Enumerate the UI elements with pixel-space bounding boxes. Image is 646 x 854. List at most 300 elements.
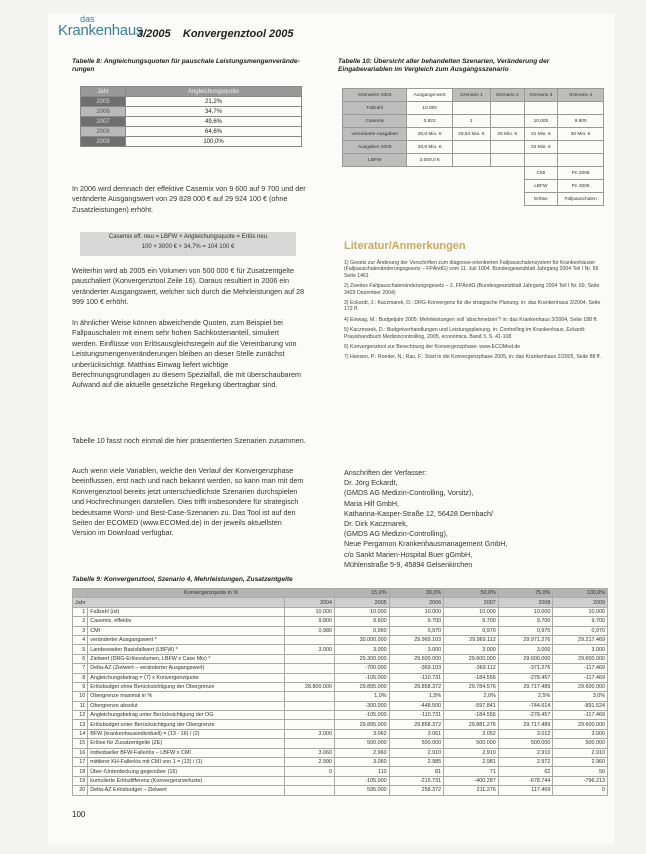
value-cell: -744.614 [498, 701, 553, 710]
table9-caption: Tabelle 9: Konvergenztool, Szenario 4, Mehrleistungen, Zusatzentgelte [72, 576, 293, 583]
value-cell: 2.910 [444, 748, 499, 757]
row-number: 13 [73, 720, 88, 729]
value-cell: 9.700 [498, 617, 553, 626]
table10-cell [452, 141, 490, 154]
table10-cell: 0,922 [407, 115, 452, 128]
author-line: Dr. Dirk Kaczmarek, [344, 519, 408, 529]
row-number: 15 [73, 739, 88, 748]
value-cell: 3.012 [498, 729, 553, 738]
table-row [73, 645, 608, 654]
row-number: 19 [73, 776, 88, 785]
table10-header: Szenario 1 [452, 89, 490, 102]
value-cell: 2.910 [553, 748, 608, 757]
table-row [343, 154, 604, 167]
table-row [73, 748, 608, 757]
row-label: Zielwert (DRG-Erlösvolumen, LBFW x Case Mix) * [88, 654, 285, 663]
value-cell: 9.700 [444, 617, 499, 626]
reference-item: 4) Einwag, M.: Budgetjahr 2005: Mehrleistungen voll 'abschmelzen'? in: das Krankenhaus 3/2004, Seite 188 ff. [344, 316, 598, 323]
value-cell: 0,970 [389, 626, 444, 635]
value-cell: -597.841 [444, 701, 499, 710]
paragraph-1: In 2006 wird demnach der effektive Casemix von 9 600 auf 9 700 und der veränderte Ausgangswert von 29 828 000 € auf 29 924 100 € (ohne Zusatzleistungen) erhöht. [72, 184, 306, 214]
value-cell: -184.556 [444, 711, 499, 720]
row-number: 12 [73, 711, 88, 720]
table8-cell: 2006 [81, 107, 126, 117]
table9-group-value: 50,0% [444, 589, 499, 598]
value-cell: -105.000 [335, 673, 390, 682]
value-cell [284, 673, 334, 682]
row-number: 8 [73, 673, 88, 682]
row-number: 14 [73, 729, 88, 738]
table-row [73, 767, 608, 776]
table-row [81, 137, 302, 147]
table-row [73, 758, 608, 767]
literature-heading: Literatur/Anmerkungen [344, 240, 466, 252]
value-cell: 10.000 [335, 607, 390, 616]
value-cell: 2.960 [335, 748, 390, 757]
row-number: 1 [73, 607, 88, 616]
value-cell [284, 692, 334, 701]
table-row [73, 617, 608, 626]
table8-header-year: Jahr [81, 87, 126, 97]
row-label: Erlösbudget ohne Berücksichtigung der Obergrenze [88, 682, 285, 691]
value-cell: 30.000.000 [335, 635, 390, 644]
reference-list [344, 260, 604, 361]
table-row [343, 141, 604, 154]
table10-cell [524, 102, 558, 115]
table-row [73, 654, 608, 663]
table10-legend-cell: Erlöse [524, 193, 558, 206]
table10-legend-cell: Pn 2006 [558, 180, 604, 193]
row-label: mittlerer KH-Fallerlös mit CMI von 1 = (13) / (1) [88, 758, 285, 767]
value-cell: 500.000 [444, 739, 499, 748]
table9-group-header: Konvergenzquote in % [88, 589, 335, 598]
table9-year-row [73, 598, 608, 607]
author-line: Maria Hilf GmbH, [344, 498, 400, 508]
value-cell: 3.000 [389, 645, 444, 654]
value-cell: 2,0% [444, 692, 499, 701]
value-cell: 3.000 [444, 645, 499, 654]
value-cell: -117.469 [553, 711, 608, 720]
logo-small-text: das [80, 14, 95, 24]
table-row [73, 692, 608, 701]
value-cell: 500.000 [498, 739, 553, 748]
table-row [343, 102, 604, 115]
author-line: Dr. Jörg Eckardt, [344, 478, 398, 488]
value-cell [284, 776, 334, 785]
value-cell: 500.000 [335, 739, 390, 748]
value-cell: -105.000 [335, 711, 390, 720]
row-label: Obergrenze absolut [88, 701, 285, 710]
author-heading: Anschriften der Verfasser: [344, 468, 427, 477]
table-row [73, 711, 608, 720]
table-row [73, 673, 608, 682]
paragraph-4: Tabelle 10 fasst noch einmal die hier präsentierten Szenarien zusammen. [72, 436, 306, 445]
row-number: 9 [73, 682, 88, 691]
value-cell: 2.972 [498, 758, 553, 767]
table-row [73, 626, 608, 635]
table10-cell [452, 154, 490, 167]
table10-legend-cell: CMI [524, 167, 558, 180]
row-number: 17 [73, 758, 88, 767]
value-cell: -369.103 [389, 664, 444, 673]
value-cell: 3.000 [498, 645, 553, 654]
table9-group-value: 15,0% [335, 589, 390, 598]
row-label: Angleichungsbetrag = (7) x Konvergenzquote [88, 673, 285, 682]
table8-cell: 2008 [81, 127, 126, 137]
value-cell: 3.000 [553, 729, 608, 738]
row-number: 18 [73, 767, 88, 776]
table10-spacer [343, 193, 525, 206]
value-cell [284, 654, 334, 663]
table10-header: Szenario 3 [524, 89, 558, 102]
table10-header-row [343, 89, 604, 102]
value-cell: 3.000 [553, 645, 608, 654]
reference-item: 5) Kaczmarek, D.: Budgetverhandlungen und Leistungsplanung. in: Controlling im Krankenhaus, Eckardt: Praxishandbuch Medizincontrolling, 2005, economica, Band 3, S. 41-108 [344, 327, 586, 340]
value-cell: 500.000 [389, 739, 444, 748]
author-line: (GMDS AG Medizin-Controlling, Vorsitz), [344, 488, 474, 498]
value-cell: -215.731 [389, 776, 444, 785]
value-cell: 29.895.000 [335, 682, 390, 691]
value-cell: 29.600.000 [444, 654, 499, 663]
value-cell: 29.600.000 [553, 682, 608, 691]
table9-year: 2009 [553, 598, 608, 607]
value-cell: 0,970 [498, 626, 553, 635]
row-number: 7 [73, 664, 88, 673]
row-label: CMI [88, 626, 285, 635]
value-cell: 10.000 [284, 607, 334, 616]
reference-item: 6) Konvergenztool zur Berechnung der Konvergenzphase: www.ECOMed.de [344, 344, 521, 351]
value-cell: 29.600.000 [553, 720, 608, 729]
row-label: individueller BFW-Fallerlös – LBFW x CMI [88, 748, 285, 757]
value-cell: 2.960 [553, 758, 608, 767]
table-row [81, 117, 302, 127]
table10-header: Szenarien 2004 [343, 89, 407, 102]
value-cell: 0 [553, 786, 608, 795]
table10-header: Szenario 4 [558, 89, 604, 102]
formula-line-1: Casemix eff. neu = LBFW × Angleichungsquote = Erlös neu [108, 234, 268, 240]
author-line: Mühlenstraße 5-9, 45894 Gelsenkirchen [344, 559, 473, 569]
value-cell: 3.000 [284, 645, 334, 654]
value-cell: 29.600.000 [498, 654, 553, 663]
table8-cell: 64,6% [126, 127, 302, 137]
value-cell [284, 739, 334, 748]
issue-header [137, 28, 294, 40]
row-number: 16 [73, 748, 88, 757]
table10-cell: 28,8 Mio. € [407, 128, 452, 141]
section-title: Konvergenztool 2005 [182, 28, 294, 40]
value-cell: 50 [553, 767, 608, 776]
author-line: c/o Sankt Marien-Hospital Buer gGmbH, [344, 549, 473, 559]
table10-cell: 30 Mio. € [558, 128, 604, 141]
value-cell: -678.744 [498, 776, 553, 785]
value-cell: 9.600 [335, 617, 390, 626]
table8-caption-line1: Tabelle 8: Angleichungsquoten für pauschale Leistungsmengenverände- [72, 58, 300, 65]
table10-cell [558, 141, 604, 154]
row-label: Obergrenze maximal in % [88, 692, 285, 701]
table10-spacer [343, 180, 525, 193]
value-cell [284, 720, 334, 729]
table9-group-value: 30,0% [389, 589, 444, 598]
row-label: Angleichungsbetrag unter Berücksichtigung der OG [88, 711, 285, 720]
value-cell: 0,970 [553, 626, 608, 635]
page-number: 100 [72, 810, 86, 819]
value-cell: 29.969.112 [444, 635, 499, 644]
table10-legend-cell: LBFW [524, 180, 558, 193]
value-cell: 2,5% [498, 692, 553, 701]
paragraph-2: Weiterhin wird ab 2005 ein Volumen von 500 000 € für Zusatzentgelte pauschaliert (Konvergenztool Zeile 16). Daraus resultiert in 2006 ein veränderter Ausgangswert, welcher sich durch die Mehrleistungen auf 28 999 100 € erhöht. [72, 266, 305, 307]
value-cell: 10.000 [498, 607, 553, 616]
value-cell: -448.500 [389, 701, 444, 710]
table9-year: 2007 [444, 598, 499, 607]
formula-box [80, 232, 296, 256]
value-cell: 29.969.103 [389, 635, 444, 644]
value-cell: -300.000 [335, 701, 390, 710]
value-cell: 110 [335, 767, 390, 776]
value-cell: -110.731 [389, 673, 444, 682]
value-cell: -371.276 [498, 664, 553, 673]
value-cell: 10.000 [389, 607, 444, 616]
value-cell: -278.457 [498, 673, 553, 682]
table9-group-value: 75,0% [498, 589, 553, 598]
value-cell: 29.600.000 [553, 654, 608, 663]
table10-cell [490, 154, 524, 167]
value-cell: 3.000 [335, 645, 390, 654]
value-cell: 1,5% [389, 692, 444, 701]
reference-item: 2) Zweites Fallpauschalenänderungsgesetz – 2. FPÄndG (Bundesgesetzblatt Jahrgang 2004 Teil I Nr. 69, Seite 3429 Dezember 2004) [344, 283, 600, 296]
row-number: 20 [73, 786, 88, 795]
table9-group-value: 100,0% [553, 589, 608, 598]
row-label: BFW (krankenhausindividuell) = (13 - 16) / (2) [88, 729, 285, 738]
table10-legend-cell: Pn 2006 [558, 167, 604, 180]
value-cell: 29.971.276 [498, 635, 553, 644]
paragraph-5: Auch wenn viele Variablen, welche den Verlauf der Konvergenzphase beeinflussen, erst nach und nach bekannt werden, so kann man mit dem Konvergenztool bereits jetzt unterschiedlichste Szenarien durchspielen und Hochrechnungen darstellen. Dies trifft insbesondere für strategisch bedeutsame Worst- und Best-Case-Szenarien zu. Das Tool ist auf den Seiten der ECOMED (www.ECOMed.de) in der jeweils aktuellsten Version im Download verfügbar. [72, 466, 304, 538]
journal-logo: Krankenhaus [58, 22, 144, 39]
value-cell: 29.784.576 [444, 682, 499, 691]
value-cell: 0,980 [284, 626, 334, 635]
table-row [73, 664, 608, 673]
row-label: Landesweiter Basisfallwert (LBFW) * [88, 645, 285, 654]
table-row [73, 701, 608, 710]
table10-cell [558, 102, 604, 115]
reference-item: 3) Eckardt, J.: Kaczmarek, D.: DRG-Konvergenz für die stratgische Planung. in: das Krankenhaus 3/2004, Seite 172 ff. [344, 300, 601, 313]
row-number: 6 [73, 654, 88, 663]
row-label: Erlösbudget unter Berücksichtigung der Obergrenze [88, 720, 285, 729]
value-cell: -278.457 [498, 711, 553, 720]
value-cell: 258.372 [389, 786, 444, 795]
table-row [343, 128, 604, 141]
table10-cell: Fallzahl [343, 102, 407, 115]
value-cell: -105.000 [335, 776, 390, 785]
row-label: Über-/Unterdeckung gegenüber (16) [88, 767, 285, 776]
table10-cell: LBFW [343, 154, 407, 167]
value-cell: 29.858.372 [389, 720, 444, 729]
row-number: 11 [73, 701, 88, 710]
value-cell: 3.061 [389, 729, 444, 738]
table9-year: 2006 [389, 598, 444, 607]
table-row [73, 729, 608, 738]
value-cell: 29.717.489 [498, 720, 553, 729]
issue-number: 3/2005 [137, 28, 171, 40]
value-cell [284, 711, 334, 720]
value-cell: 71 [444, 767, 499, 776]
table8-caption-line2: rungen [72, 66, 95, 74]
table-row [343, 193, 604, 206]
table8-cell: 2009 [81, 137, 126, 147]
value-cell: 29.217.469 [553, 635, 608, 644]
table10-cell: 3.000,0 € [407, 154, 452, 167]
value-cell: 62 [498, 767, 553, 776]
table10-cell [490, 141, 524, 154]
value-cell: 29.300.000 [335, 654, 390, 663]
row-label: Fallzahl (ist) [88, 607, 285, 616]
table8 [80, 86, 302, 147]
value-cell [284, 786, 334, 795]
value-cell: 3,0% [553, 692, 608, 701]
table9-year: 2008 [498, 598, 553, 607]
table10-cell: 1 [452, 115, 490, 128]
value-cell: 81 [389, 767, 444, 776]
table-row [81, 107, 302, 117]
table8-cell: 100,0% [126, 137, 302, 147]
row-number: 2 [73, 617, 88, 626]
table8-cell: 2007 [81, 117, 126, 127]
table10-cell: 32 Mio. € [524, 141, 558, 154]
value-cell: 29.895.000 [335, 720, 390, 729]
row-label: Delta-AZ (Zielwert – veränderter Ausgangswert) [88, 664, 285, 673]
table10-cell [490, 115, 524, 128]
value-cell: 3.060 [335, 758, 390, 767]
value-cell: 3.000 [284, 729, 334, 738]
row-label: veränderter Ausgangswert * [88, 635, 285, 644]
table10-cell: 29,54 Mio. € [452, 128, 490, 141]
table-row [73, 786, 608, 795]
table10-cell [524, 154, 558, 167]
table10-cell: 28,8 Mio. € [407, 141, 452, 154]
table10-caption-line1: Tabelle 10: Übersicht aller behandelten Szenarien, Veränderung der [338, 58, 550, 65]
value-cell: -700.000 [335, 664, 390, 673]
author-line: Katharina-Kasper-Straße 12, 56428 Dernbach/ [344, 508, 494, 518]
table9-year: 2005 [335, 598, 390, 607]
table10-header: Szenario 2 [490, 89, 524, 102]
value-cell [284, 635, 334, 644]
value-cell: 2.910 [389, 748, 444, 757]
value-cell: 3.062 [335, 729, 390, 738]
value-cell: 29.600.000 [389, 654, 444, 663]
reference-item: 7) Hansen, P.: Roeder, N.; Rau, F.: Start in die Konvergenzphase 2005, in: das Krankenhaus 2/2005, Seite 88 ff. [344, 354, 602, 361]
table-row [73, 776, 608, 785]
value-cell: 29.717.489 [498, 682, 553, 691]
table10-cell [452, 102, 490, 115]
paragraph-3: In ähnlicher Weise können abweichende Quoten, zum Beispiel bei Fallpauschalen mit einem sehr hohen Sachkostenanteil, simuliert werden. Einflüsse von Erlösausgleichsregeln auf die Vereinbarung von Leistungsmengenveränderungen bleiben an dieser Stelle zunächst unberücksichtigt. Matthias Einwag liefert wichtige Berechnungsgrundlagen zu diesem Spezialfall, die mit überschaubarem Aufwand auf die aktuelle gesetzliche Regelung übertragbar sind. [72, 318, 301, 390]
table10-cell: 9.800 [558, 115, 604, 128]
value-cell: 117.469 [498, 786, 553, 795]
table10-cell: 31 Mio. € [524, 128, 558, 141]
formula-line-2: 100 × 3000 € × 34,7% = 104 100 € [141, 244, 235, 250]
table10-cell: 29 Mio. € [490, 128, 524, 141]
table8-header-quote: Angleichungsquote [126, 87, 302, 97]
row-number: 10 [73, 692, 88, 701]
value-cell: 0 [284, 767, 334, 776]
table-row [73, 682, 608, 691]
table10-cell: Casemix [343, 115, 407, 128]
value-cell: 2.985 [389, 758, 444, 767]
row-label: Erlöse für Zusatzentgelte (ZE) [88, 739, 285, 748]
value-cell: -117.469 [553, 673, 608, 682]
table-row [343, 115, 604, 128]
table9-year-label: Jahr [73, 598, 285, 607]
value-cell: 3.060 [284, 748, 334, 757]
table-row [73, 720, 608, 729]
table10-cell: 10.000 [407, 102, 452, 115]
table10-cell: Ausgaben 2009 [343, 141, 407, 154]
row-label: Casemix, effektiv [88, 617, 285, 626]
row-label: Delta-AZ Erlösbudget – Zielwert [88, 786, 285, 795]
table9-year: 2004 [284, 598, 334, 607]
value-cell: 9.700 [389, 617, 444, 626]
value-cell: -796.213 [553, 776, 608, 785]
row-number: 3 [73, 626, 88, 635]
table10-cell [558, 154, 604, 167]
value-cell: 0,960 [335, 626, 390, 635]
row-number: 5 [73, 645, 88, 654]
table8-caption [72, 58, 302, 75]
reference-item: 1) Gesetz zur Änderung der Vorschriften zum diagnose-orientierten Fallpauschalensystem für Krankenhäuser (Fallpauschalenänderungsgesetz – FPÄndG) vom 11. Juli 1004. Bundesgesetzblatt Jahrgang 2004 Teil I Nr. 56 Seite 1461 [344, 260, 599, 279]
table10-cell [490, 102, 524, 115]
table9-empty-cell [73, 589, 88, 598]
value-cell: 28.800.000 [284, 682, 334, 691]
value-cell: -891.524 [553, 701, 608, 710]
value-cell: -184.556 [444, 673, 499, 682]
author-line: (GMDS AG Medizin-Controlling), [344, 529, 448, 539]
value-cell: -400.287 [444, 776, 499, 785]
table8-cell: 34,7% [126, 107, 302, 117]
table10-header: Ausgangs-wert [407, 89, 452, 102]
table10-caption-line2: Eingabevariablen im Vergleich zum Ausgangsszenario [338, 66, 509, 74]
value-cell: 211.276 [444, 786, 499, 795]
table10 [342, 88, 604, 206]
value-cell [284, 701, 334, 710]
table-row [81, 127, 302, 137]
table-row [73, 635, 608, 644]
table-row [81, 97, 302, 107]
value-cell: 9.700 [553, 617, 608, 626]
value-cell: 29.881.276 [444, 720, 499, 729]
table9 [72, 588, 608, 796]
value-cell: -369.112 [444, 664, 499, 673]
value-cell: 10.000 [444, 607, 499, 616]
table10-caption [338, 58, 606, 75]
value-cell: 500.000 [553, 739, 608, 748]
value-cell: 29.858.372 [389, 682, 444, 691]
value-cell: 2.990 [284, 758, 334, 767]
value-cell: 595.000 [335, 786, 390, 795]
table-row [73, 739, 608, 748]
value-cell: 0,970 [444, 626, 499, 635]
table-row [343, 180, 604, 193]
author-line: Neue Pergamon Krankenhausmanagement GmbH, [344, 539, 508, 549]
value-cell: -117.469 [553, 664, 608, 673]
value-cell: 9.800 [284, 617, 334, 626]
value-cell: 2.910 [498, 748, 553, 757]
table10-spacer [343, 167, 525, 180]
value-cell: 3.052 [444, 729, 499, 738]
value-cell: 10.000 [553, 607, 608, 616]
row-label: kumulierte Erlösdifferenz (Konvergenzverluste) [88, 776, 285, 785]
table8-cell: 49,6% [126, 117, 302, 127]
table8-cell: 2005 [81, 97, 126, 107]
table9-group-header-row [73, 589, 608, 598]
table8-cell: 21,2% [126, 97, 302, 107]
